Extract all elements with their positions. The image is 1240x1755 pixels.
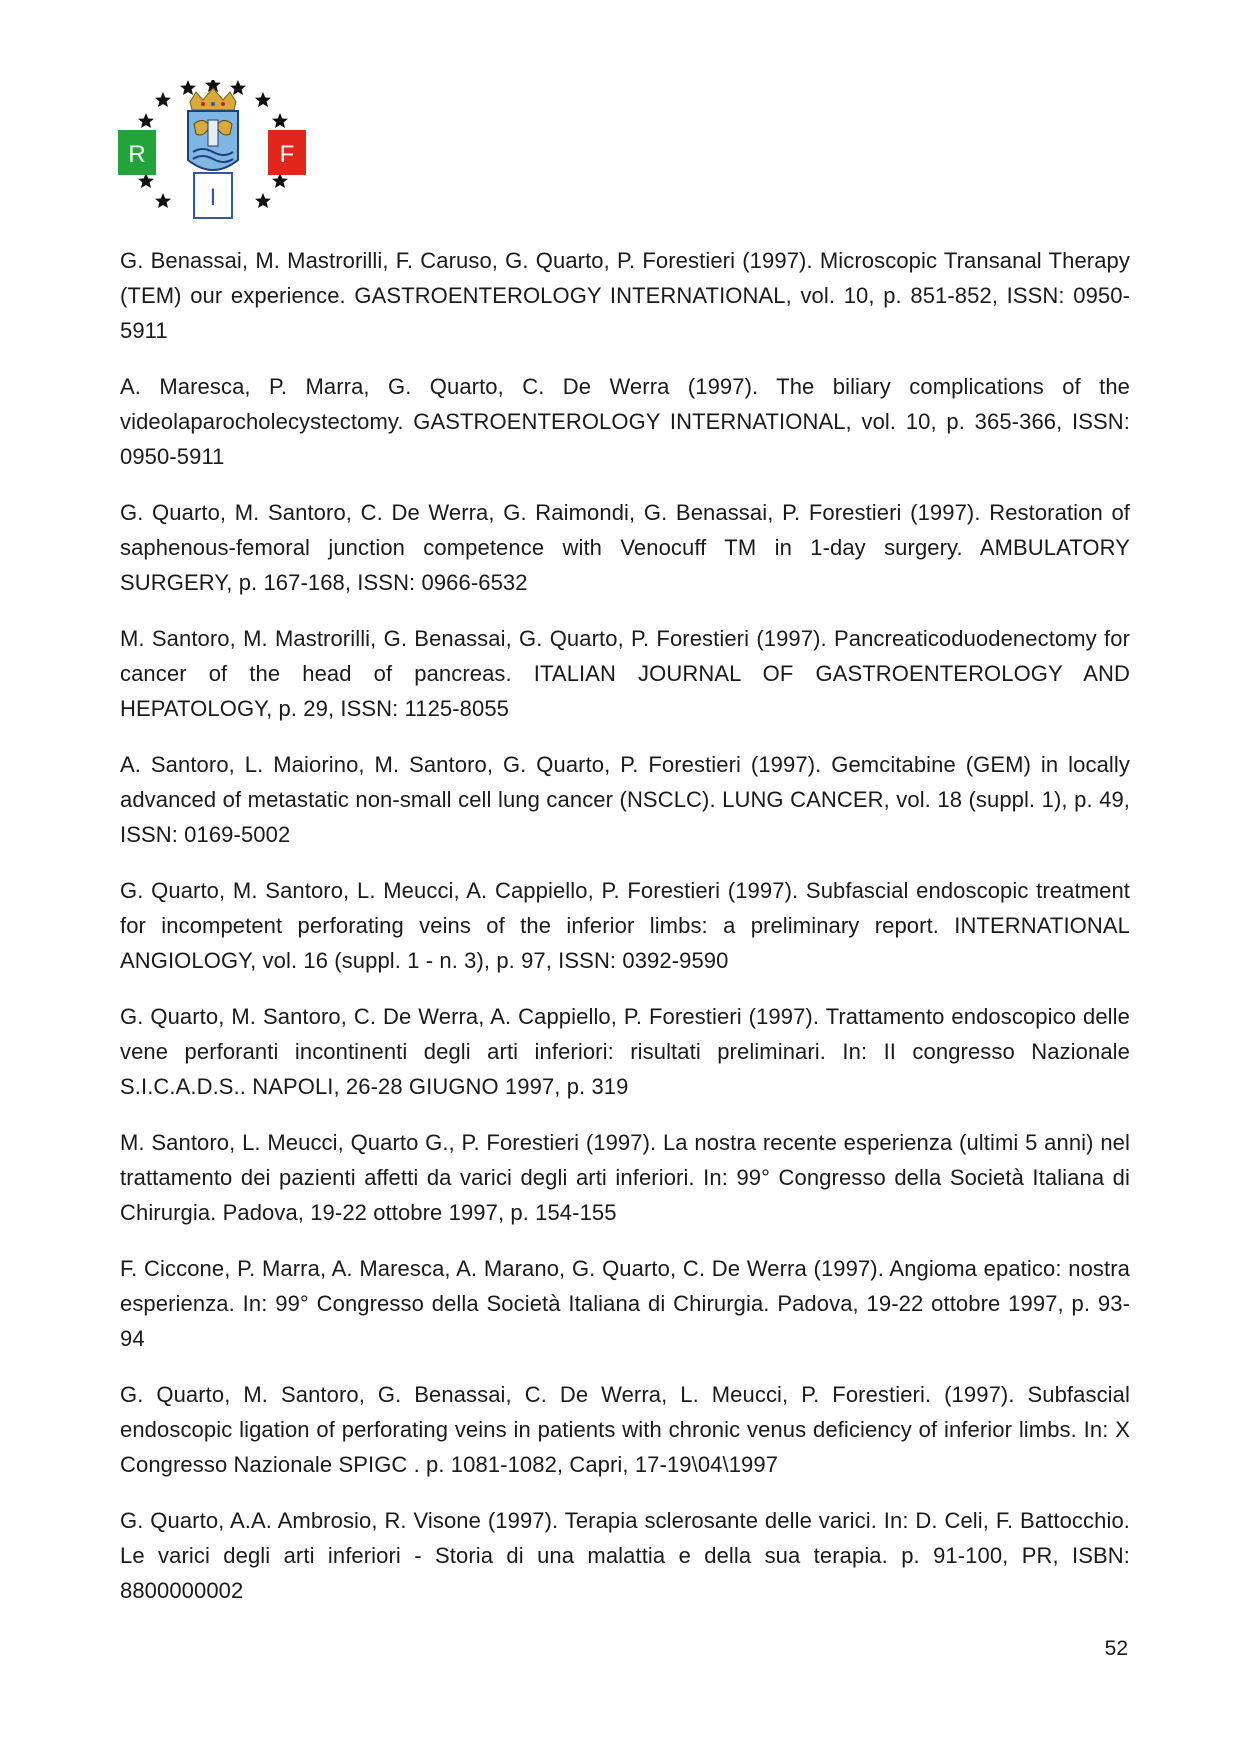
logo-letter-f: F: [279, 141, 295, 168]
logo-letter-i: I: [209, 184, 217, 211]
coat-of-arms-icon: [188, 111, 238, 170]
reference-item: G. Quarto, M. Santoro, L. Meucci, A. Cappiello, P. Forestieri (1997). Subfascial endoscopic treatment for incompetent perforating veins of the inferior limbs: a preliminary report. INTERNATIONAL ANGIOLOGY, vol. 16 (suppl. 1 - n. 3), p. 97, ISSN: 0392-9590: [120, 878, 1130, 973]
logo-letter-r: R: [128, 141, 146, 168]
reference-item: G. Benassai, M. Mastrorilli, F. Caruso, G. Quarto, P. Forestieri (1997). Microscopic Transanal Therapy (TEM) our experience. GASTROENTEROLOGY INTERNATIONAL, vol. 10, p. 851-852, ISSN: 0950-5911: [120, 248, 1130, 343]
page-number: 52: [1104, 1637, 1128, 1660]
reference-item: M. Santoro, L. Meucci, Quarto G., P. Forestieri (1997). La nostra recente esperienza (ultimi 5 anni) nel trattamento dei pazienti affetti da varici degli arti inferiori. In: 99° Congresso della Società Italiana di Chirurgia. Padova, 19-22 ottobre 1997, p. 154-155: [120, 1130, 1130, 1225]
reference-item: M. Santoro, M. Mastrorilli, G. Benassai, G. Quarto, P. Forestieri (1997). Pancreaticoduodenectomy for cancer of the head of pancreas. ITALIAN JOURNAL OF GASTROENTEROLOGY AND HEPATOLOGY, p. 29, ISSN: 1125-8055: [120, 626, 1130, 721]
reference-item: G. Quarto, A.A. Ambrosio, R. Visone (1997). Terapia sclerosante delle varici. In: D. Celi, F. Battocchio. Le varici degli arti inferiori - Storia di una malattia e della sua terapia. p. 91-100, PR, ISBN: 8800000002: [120, 1508, 1130, 1603]
reference-list: [120, 243, 1130, 1629]
rfi-logo: [118, 80, 308, 230]
reference-item: A. Santoro, L. Maiorino, M. Santoro, G. Quarto, P. Forestieri (1997). Gemcitabine (GEM) in locally advanced of metastatic non-small cell lung cancer (NSCLC). LUNG CANCER, vol. 18 (suppl. 1), p. 49, ISSN: 0169-5002: [120, 752, 1130, 847]
reference-item: G. Quarto, M. Santoro, C. De Werra, A. Cappiello, P. Forestieri (1997). Trattamento endoscopico delle vene perforanti incontinenti degli arti inferiori: risultati preliminari. In: II congresso Nazionale S.I.C.A.D.S.. NAPOLI, 26-28 GIUGNO 1997, p. 319: [120, 1004, 1130, 1099]
reference-item: G. Quarto, M. Santoro, G. Benassai, C. De Werra, L. Meucci, P. Forestieri. (1997). Subfascial endoscopic ligation of perforating veins in patients with chronic venus deficiency of inferior limbs. In: X Congresso Nazionale SPIGC . p. 1081-1082, Capri, 17-19\04\1997: [120, 1382, 1130, 1477]
reference-item: A. Maresca, P. Marra, G. Quarto, C. De Werra (1997). The biliary complications of the videolaparocholecystectomy. GASTROENTEROLOGY INTERNATIONAL, vol. 10, p. 365-366, ISSN: 0950-5911: [120, 374, 1130, 469]
reference-item: G. Quarto, M. Santoro, C. De Werra, G. Raimondi, G. Benassai, P. Forestieri (1997). Restoration of saphenous-femoral junction competence with Venocuff TM in 1-day surgery. AMBULATORY SURGERY, p. 167-168, ISSN: 0966-6532: [120, 500, 1130, 595]
crown-icon: [190, 88, 236, 110]
reference-item: F. Ciccone, P. Marra, A. Maresca, A. Marano, G. Quarto, C. De Werra (1997). Angioma epatico: nostra esperienza. In: 99° Congresso della Società Italiana di Chirurgia. Padova, 19-22 ottobre 1997, p. 93-94: [120, 1256, 1130, 1351]
